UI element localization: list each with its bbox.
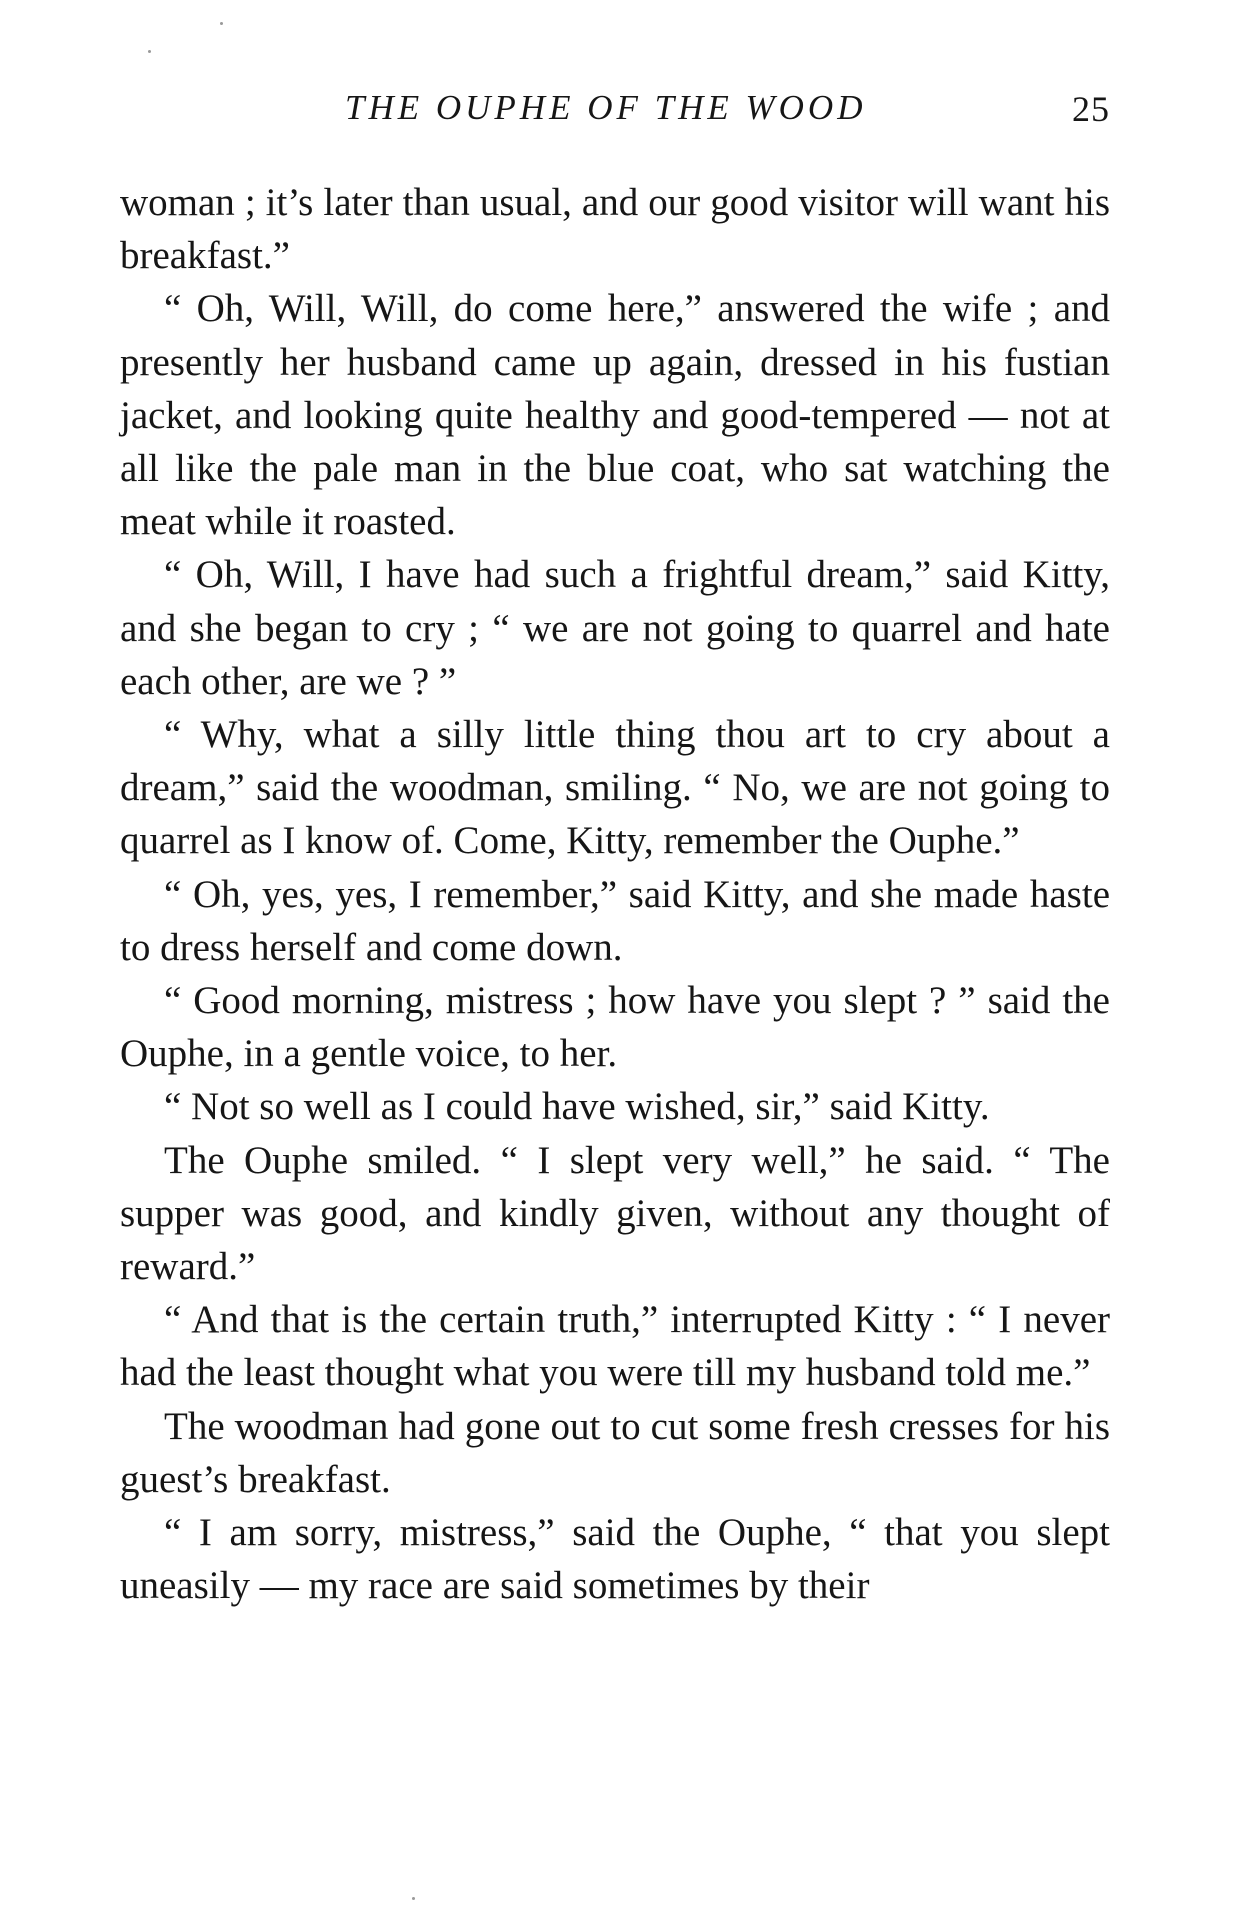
paragraph: “ I am sorry, mistress,” said the Ouphe, “ that you slept uneasily — my race are said sometimes by their — [120, 1511, 1110, 1608]
paragraph: The Ouphe smiled. “ I slept very well,” he said. “ The supper was good, and kindly given, without any thought of reward.” — [120, 1138, 1110, 1289]
paragraph: “ Why, what a silly little thing thou art to cry about a dream,” said the woodman, smiling. “ No, we are not going to quarrel as I know of. Come, Kitty, remember the Ouphe.” — [120, 713, 1110, 863]
running-header — [120, 88, 1110, 134]
paper-speck — [220, 22, 223, 25]
page-number: 25 — [1072, 89, 1110, 129]
paper-speck — [148, 50, 151, 53]
paragraph: “ Oh, Will, Will, do come here,” answered the wife ; and presently her husband came up again, dressed in his fustian jacket, and looking quite healthy and good-tempered — not at all like the pale man in the blue coat, who sat watching the meat while it roasted. — [120, 287, 1110, 544]
paragraph: “ Good morning, mistress ; how have you slept ? ” said the Ouphe, in a gentle voice, to her. — [120, 979, 1110, 1076]
paragraph: “ Not so well as I could have wished, sir,” said Kitty. — [164, 1085, 990, 1129]
running-title: THE OUPHE OF THE WOOD — [345, 88, 867, 127]
paragraph: woman ; it’s later than usual, and our good visitor will want his breakfast.” — [120, 181, 1110, 278]
paragraph: “ Oh, Will, I have had such a frightful dream,” said Kitty, and she began to cry ; “ we are not going to quarrel and hate each other, are we ? ” — [120, 553, 1110, 703]
paragraph: The woodman had gone out to cut some fresh cresses for his guest’s breakfast. — [120, 1404, 1110, 1501]
body-text — [120, 176, 1110, 1612]
paper-speck — [412, 1897, 415, 1900]
paragraph: “ And that is the certain truth,” interrupted Kitty : “ I never had the least thought what you were till my husband told me.” — [120, 1298, 1110, 1395]
paragraph: “ Oh, yes, yes, I remember,” said Kitty, and she made haste to dress herself and come down. — [120, 872, 1110, 969]
